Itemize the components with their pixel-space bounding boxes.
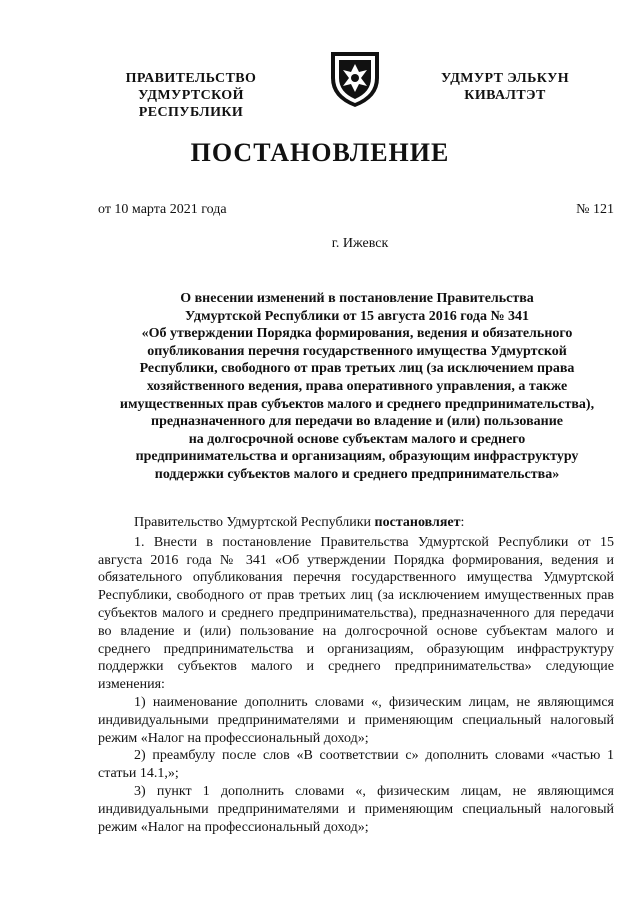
intro-text: Правительство Удмуртской Республики [134, 515, 375, 530]
header-left-line-2: УДМУРТСКОЙ РЕСПУБЛИКИ [138, 88, 244, 120]
subject-line: поддержки субъектов малого и среднего предпринимательства» [154, 466, 560, 482]
header-right-title [420, 70, 590, 104]
body-paragraph-2: 1) наименование дополнить словами «, физическим лицам, не являющимся индивидуальными предпринимателями и применяющим специальный налоговый режим «Налог на профессиональный доход»; [98, 694, 614, 746]
subject-line: О внесении изменений в постановление Правительства [180, 291, 534, 306]
body-paragraph-3: 2) преамбулу после слов «В соответствии с» дополнить словами «частью 1 статьи 14.1,»; [98, 748, 614, 782]
header-left-line-1: ПРАВИТЕЛЬСТВО [125, 71, 257, 86]
document-date: от 10 марта 2021 года [98, 202, 227, 217]
date-number-line [98, 202, 614, 218]
subject-line: «Об утверждении Порядка формирования, ведения и обязательного [141, 326, 573, 342]
body-paragraph-1: 1. Внести в постановление Правительства Удмуртской Республики от 15 августа 2016 года № 341 «Об утверждении Порядка формирования, ведения и обязательного опубликования перечня государственного имущества Удмуртской Республики, свободного от прав третьих лиц (за исключением имущественных прав субъектов малого и среднего предпринимательства), предназначенного для передачи во владение и (или) пользование на долгосрочной основе субъектам малого и среднего предпринимательства и организациям, образующим инфраструктуру поддержки субъектов малого и среднего предпринимательства» следующие изменения: [98, 534, 614, 693]
document-body [98, 514, 614, 836]
intro-bold: постановляет [374, 515, 461, 530]
udmurt-coat-of-arms-icon [325, 48, 385, 110]
subject-line: предпринимательства и организациям, образующим инфраструктуру [135, 449, 579, 465]
intro-end: : [460, 515, 465, 530]
header-left-title [96, 70, 286, 121]
subject-line: Удмуртской Республики от 15 августа 2016 года № 341 [184, 308, 530, 324]
subject-line: Республики, свободного от прав третьих лиц (за исключением права [139, 361, 575, 377]
document-number: № 121 [576, 202, 614, 217]
body-intro [98, 514, 614, 532]
subject-line: опубликования перечня государственного имущества Удмуртской [147, 343, 567, 359]
subject-line: предназначенного для передачи во владение и (или) пользование [151, 414, 563, 430]
subject-line: имущественных прав субъектов малого и среднего предпринимательства), [119, 396, 595, 412]
subject-line: хозяйственного ведения, права оперативного управления, а также [146, 378, 568, 394]
subject-line: на долгосрочной основе субъектам малого и среднего [188, 431, 526, 447]
body-paragraph-4: 3) пункт 1 дополнить словами «, физическим лицам, не являющимся индивидуальными предпринимателями и применяющим специальный налоговый режим «Налог на профессиональный доход»; [98, 783, 614, 835]
header-right-line-2: КИВАЛТЭТ [464, 88, 546, 103]
header-right-line-1: УДМУРТ ЭЛЬКУН [440, 71, 570, 86]
city-label: г. Ижевск [331, 236, 389, 251]
document-title: ПОСТАНОВЛЕНИЕ [190, 138, 450, 167]
document-subject [92, 290, 622, 484]
